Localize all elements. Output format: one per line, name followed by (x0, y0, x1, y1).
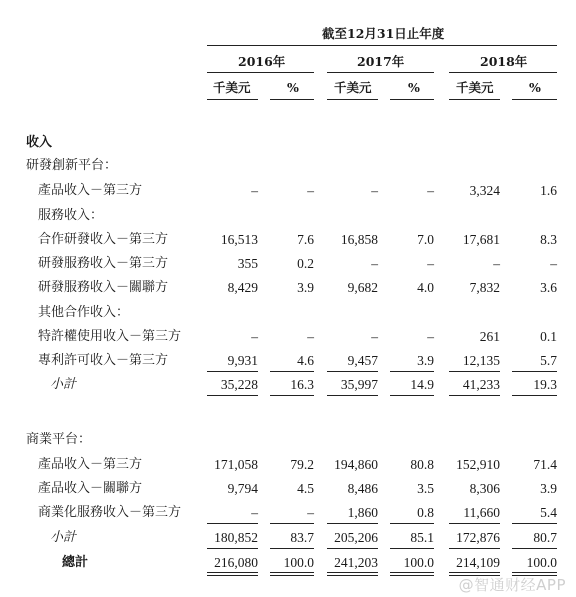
table-cell: 3,324 (469, 183, 500, 198)
row-label: 產品收入－第三方 (38, 457, 143, 472)
subtotal-rd-bottom-rule (327, 395, 378, 396)
section-commercial: 商業平台： (26, 432, 92, 447)
table-cell: 216,080 (214, 555, 258, 570)
table-cell: 14.9 (410, 377, 434, 392)
table-cell: 1,860 (347, 505, 378, 520)
subtotal-rd-top-rule (512, 371, 557, 372)
table-cell: 4.6 (297, 353, 314, 368)
subtotal-rd-bottom-rule (512, 395, 557, 396)
subtotal-comm-bottom-rule (207, 548, 258, 549)
table-cell: 16,858 (340, 232, 378, 247)
table-cell: – (427, 183, 434, 198)
subtotal-rd-top-rule (327, 371, 378, 372)
table-cell: 152,910 (456, 457, 500, 472)
table-cell: 0.2 (297, 256, 314, 271)
total-double-rule-a (512, 572, 557, 573)
subtotal-comm-top-rule (207, 523, 258, 524)
subtotal-rd-bottom-rule (270, 395, 314, 396)
table-cell: 5.4 (540, 505, 557, 520)
table-cell: 85.1 (410, 530, 434, 545)
row-label: 特許權使用收入－第三方 (38, 329, 182, 344)
subtotal-rd-top-rule (390, 371, 434, 372)
table-cell: 9,457 (347, 353, 378, 368)
total-double-rule-b (270, 575, 314, 576)
table-cell: 100.0 (403, 555, 434, 570)
table-cell: 8,486 (347, 481, 378, 496)
table-cell: 1.6 (540, 183, 557, 198)
pct-header-2016: % (287, 80, 299, 95)
total-double-rule-a (327, 572, 378, 573)
subtotal-comm-top-rule (390, 523, 434, 524)
unit-rule-1 (207, 99, 258, 100)
table-cell: 3.9 (540, 481, 557, 496)
subtotal-comm-top-rule (270, 523, 314, 524)
year-2017-header: 2017年 (357, 54, 405, 69)
subtotal-rd-top-rule (207, 371, 258, 372)
table-cell: 0.8 (417, 505, 434, 520)
table-cell: 12,135 (462, 353, 500, 368)
section-revenue: 收入 (26, 135, 53, 150)
table-cell: 205,206 (334, 530, 378, 545)
subtotal-rd-top-rule (270, 371, 314, 372)
row-label: 小計 (50, 377, 77, 392)
table-cell: 3.5 (417, 481, 434, 496)
table-cell: – (371, 183, 378, 198)
table-cell: – (307, 329, 314, 344)
row-label: 研發服務收入－第三方 (38, 256, 169, 271)
table-cell: – (493, 256, 500, 271)
total-double-rule-a (207, 572, 258, 573)
section-other: 其他合作收入： (38, 305, 130, 320)
table-cell: 9,794 (227, 481, 258, 496)
subtotal-rd-bottom-rule (390, 395, 434, 396)
table-cell: 9,682 (347, 280, 378, 295)
pct-header-2018: % (529, 80, 541, 95)
table-cell: – (550, 256, 557, 271)
row-label: 小計 (50, 530, 77, 545)
table-cell: 171,058 (214, 457, 258, 472)
subtotal-rd-bottom-rule (207, 395, 258, 396)
subtotal-comm-bottom-rule (449, 548, 500, 549)
table-cell: 71.4 (533, 457, 557, 472)
subtotal-comm-bottom-rule (390, 548, 434, 549)
subtotal-comm-top-rule (327, 523, 378, 524)
table-cell: 80.7 (533, 530, 557, 545)
row-label: 產品收入－第三方 (38, 183, 143, 198)
table-cell: 355 (237, 256, 258, 271)
table-cell: 41,233 (462, 377, 500, 392)
row-label: 商業化服務收入－第三方 (38, 505, 182, 520)
table-cell: – (251, 183, 258, 198)
table-cell: 180,852 (214, 530, 258, 545)
table-cell: 11,660 (463, 505, 500, 520)
total-double-rule-a (449, 572, 500, 573)
year-2017-rule (327, 72, 434, 73)
period-header: 截至12月31日止年度 (322, 26, 445, 41)
table-cell: – (251, 329, 258, 344)
row-label: 合作研發收入－第三方 (38, 232, 169, 247)
unit-rule-5 (449, 99, 500, 100)
subtotal-comm-bottom-rule (327, 548, 378, 549)
total-double-rule-b (207, 575, 258, 576)
table-cell: 3.6 (540, 280, 557, 295)
table-cell: 100.0 (283, 555, 314, 570)
table-cell: 16.3 (290, 377, 314, 392)
table-cell: 0.1 (540, 329, 557, 344)
unit-header-2016: 千美元 (213, 80, 251, 95)
total-double-rule-a (270, 572, 314, 573)
unit-rule-4 (390, 99, 434, 100)
table-cell: 16,513 (220, 232, 258, 247)
table-cell: 7,832 (469, 280, 500, 295)
pct-header-2017: % (408, 80, 420, 95)
table-cell: 9,931 (227, 353, 258, 368)
table-cell: – (307, 183, 314, 198)
total-double-rule-b (327, 575, 378, 576)
table-cell: 214,109 (456, 555, 500, 570)
total-double-rule-a (390, 572, 434, 573)
table-cell: 35,997 (340, 377, 378, 392)
table-cell: 7.6 (297, 232, 314, 247)
table-cell: 100.0 (526, 555, 557, 570)
subtotal-rd-top-rule (449, 371, 500, 372)
table-cell: 4.0 (417, 280, 434, 295)
year-2018-rule (449, 72, 557, 73)
section-services: 服務收入： (38, 208, 104, 223)
row-label: 產品收入－關聯方 (38, 481, 143, 496)
table-cell: 7.0 (417, 232, 434, 247)
subtotal-comm-bottom-rule (270, 548, 314, 549)
table-cell: 3.9 (297, 280, 314, 295)
table-cell: 83.7 (290, 530, 314, 545)
table-cell: 3.9 (417, 353, 434, 368)
table-cell: 172,876 (456, 530, 500, 545)
table-cell: 79.2 (290, 457, 314, 472)
table-cell: 261 (479, 329, 500, 344)
period-rule (207, 45, 557, 46)
table-cell: – (371, 256, 378, 271)
table-cell: 17,681 (462, 232, 500, 247)
total-double-rule-b (390, 575, 434, 576)
subtotal-rd-bottom-rule (449, 395, 500, 396)
table-cell: 8,306 (469, 481, 500, 496)
row-label: 研發服務收入－關聯方 (38, 280, 169, 295)
table-cell: 19.3 (533, 377, 557, 392)
table-cell: – (307, 505, 314, 520)
table-cell: 4.5 (297, 481, 314, 496)
table-cell: 194,860 (334, 457, 378, 472)
table-cell: 80.8 (410, 457, 434, 472)
year-2016-header: 2016年 (238, 54, 286, 69)
subtotal-comm-top-rule (449, 523, 500, 524)
table-cell: 241,203 (334, 555, 378, 570)
table-cell: – (427, 256, 434, 271)
subtotal-comm-top-rule (512, 523, 557, 524)
subtotal-comm-bottom-rule (512, 548, 557, 549)
table-cell: – (371, 329, 378, 344)
table-cell: 8,429 (227, 280, 258, 295)
table-cell: 5.7 (540, 353, 557, 368)
row-label: 專利許可收入－第三方 (38, 353, 169, 368)
unit-header-2018: 千美元 (456, 80, 494, 95)
table-cell: – (427, 329, 434, 344)
unit-header-2017: 千美元 (334, 80, 372, 95)
row-label: 總計 (62, 555, 89, 570)
table-cell: – (251, 505, 258, 520)
unit-rule-6 (512, 99, 557, 100)
year-2018-header: 2018年 (480, 54, 528, 69)
section-rd-platform: 研發創新平台： (26, 158, 118, 173)
unit-rule-3 (327, 99, 378, 100)
table-cell: 35,228 (220, 377, 258, 392)
unit-rule-2 (270, 99, 314, 100)
year-2016-rule (207, 72, 314, 73)
watermark: @智通财经APP (458, 576, 566, 594)
table-cell: 8.3 (540, 232, 557, 247)
